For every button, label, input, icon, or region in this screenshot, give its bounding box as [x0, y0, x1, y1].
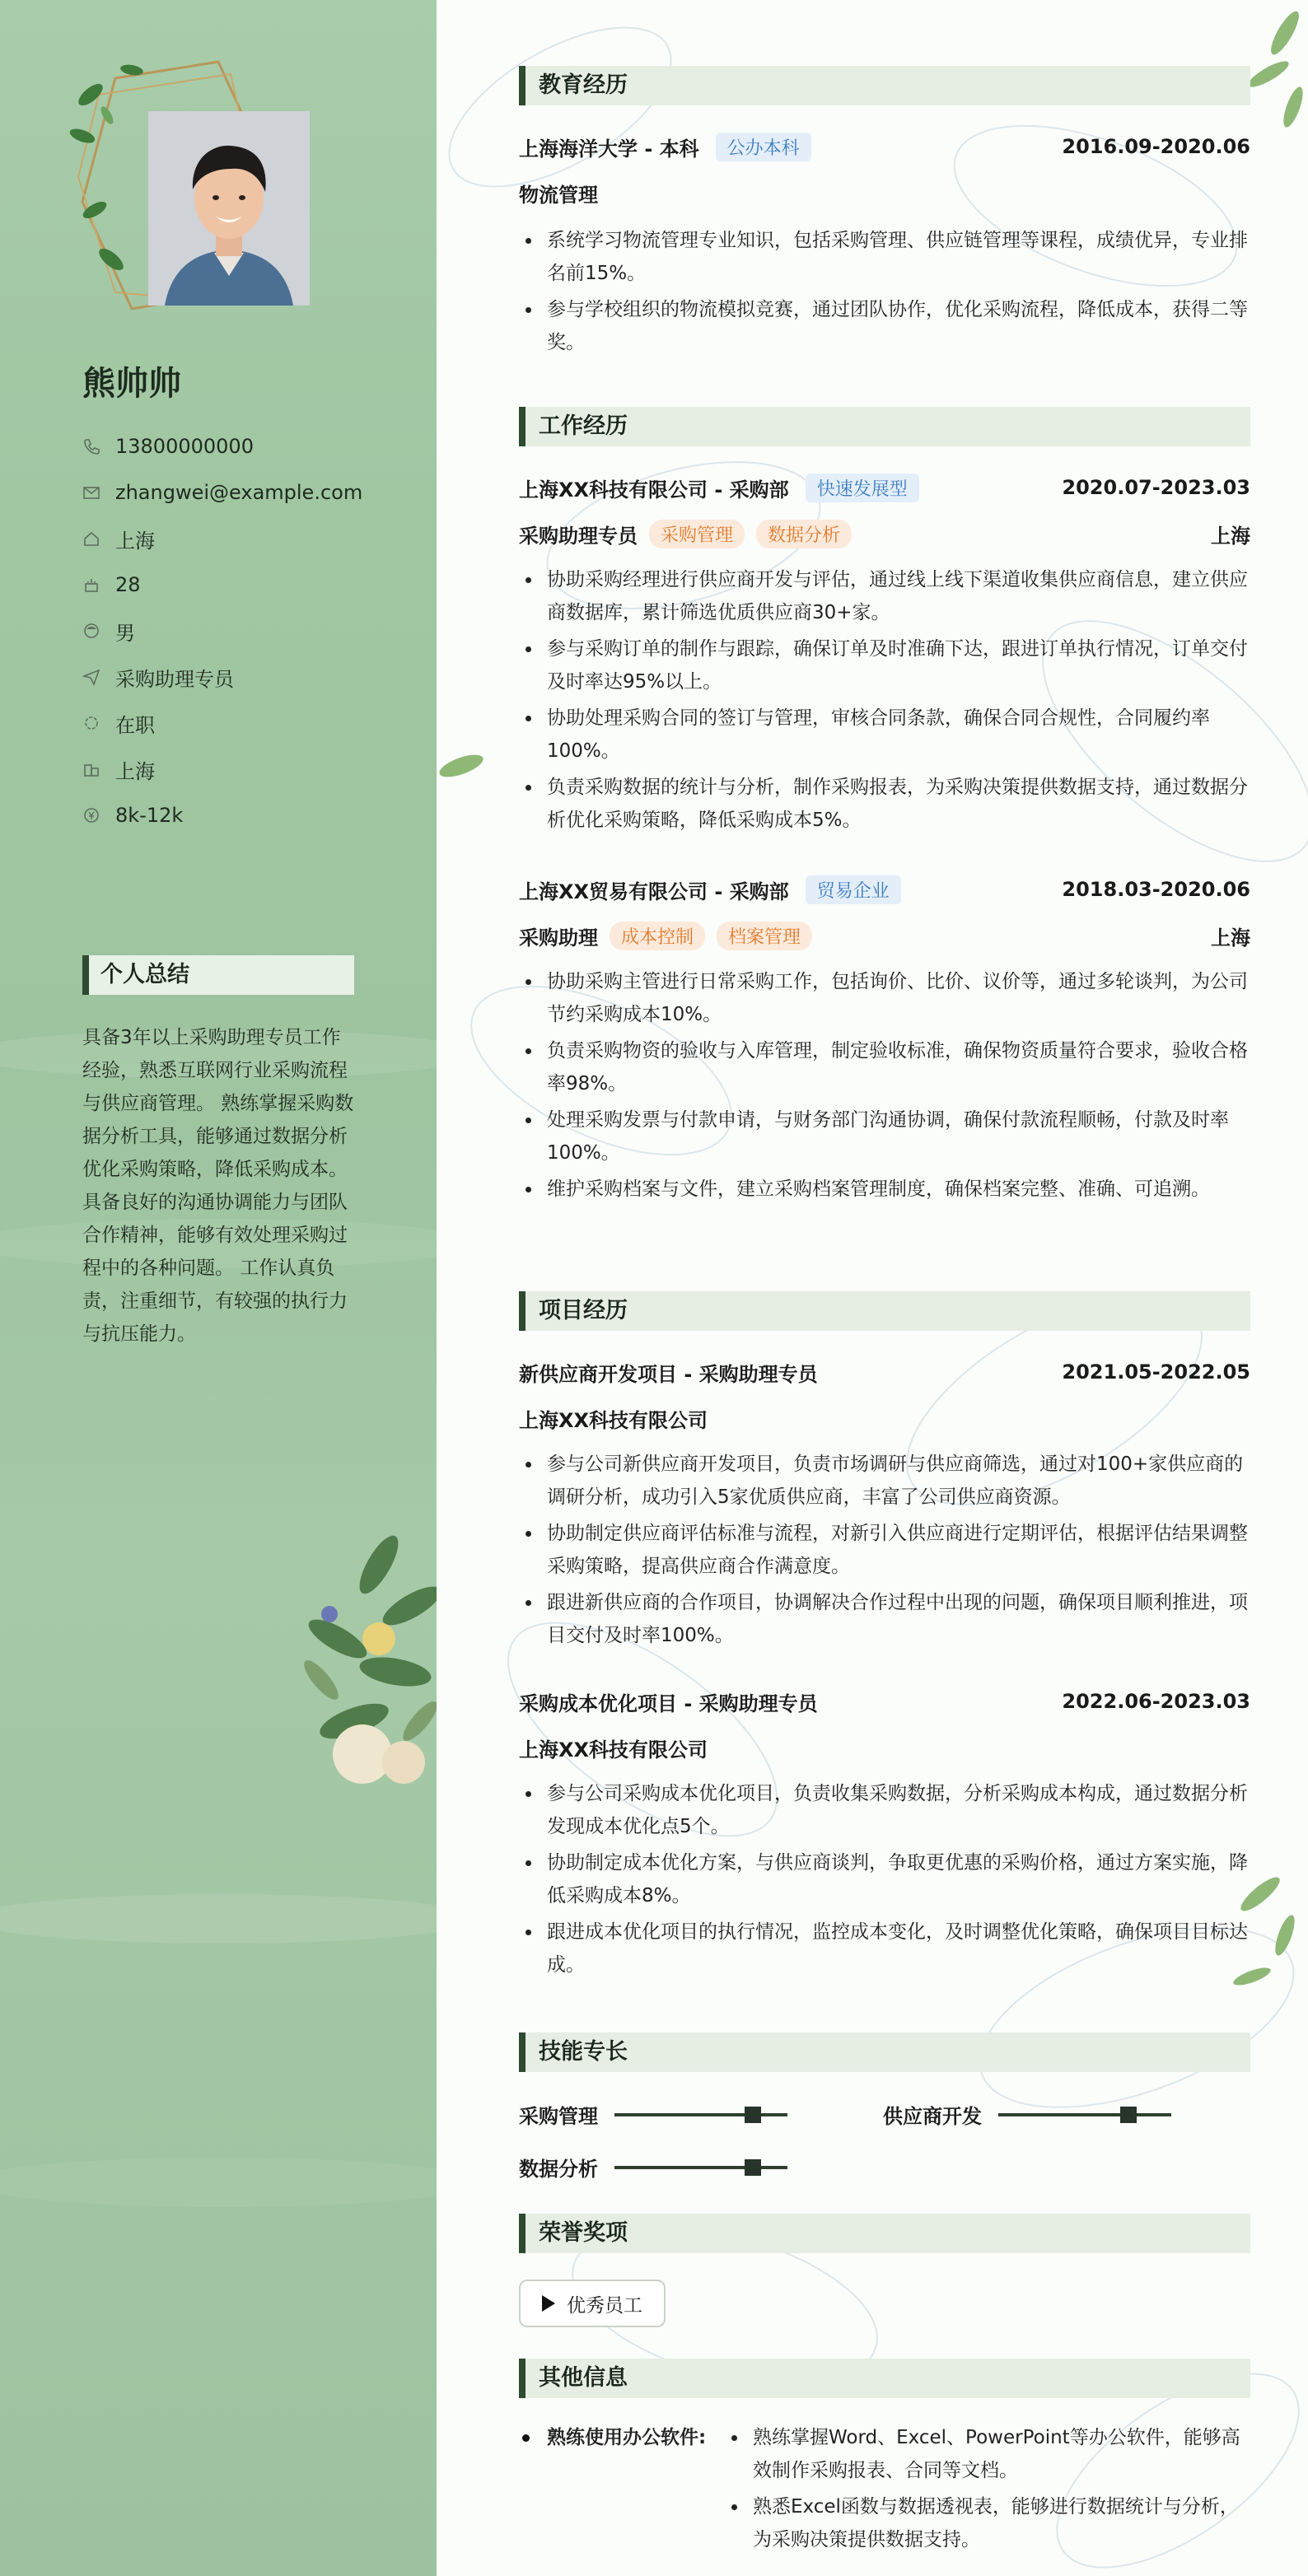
- info-phone: 13800000000: [82, 423, 362, 469]
- education-major: 物流管理: [519, 183, 598, 207]
- list-item: 参与公司采购成本优化项目，负责收集采购数据，分析采购成本构成，通过数据分析发现成本优化点5个。: [519, 1777, 1250, 1843]
- photo-frame: [66, 45, 272, 317]
- skill-level-knob: [745, 2107, 761, 2123]
- project-1-company-row: [519, 1402, 1250, 1435]
- other-bullets: [725, 2421, 1252, 2560]
- skill-item: [519, 2153, 787, 2182]
- list-item: 处理采购发票与付款申请，与财务部门沟通协调，确保付款流程顺畅，付款及时率100%。: [519, 1104, 1250, 1169]
- list-item: 协助采购经理进行供应商开发与评估，通过线上线下渠道收集供应商信息，建立供应商数据库，累计筛选优质供应商30+家。: [519, 563, 1250, 629]
- info-status: 在职: [82, 700, 362, 746]
- job-2-role: 采购助理: [519, 926, 598, 950]
- list-item: 熟悉Excel函数与数据透视表，能够进行数据统计与分析，为采购决策提供数据支持。: [725, 2490, 1252, 2556]
- status-icon: [82, 714, 100, 732]
- skill-level-bar: [998, 2113, 1171, 2116]
- job-1-tag: 快速发展型: [806, 474, 919, 502]
- job-1-header: [519, 471, 1250, 504]
- info-location: 上海: [82, 516, 362, 562]
- project-2-bullets: [519, 1777, 1250, 1985]
- skill-level-bar: [614, 2113, 787, 2116]
- education-date: 2016.09-2020.06: [1062, 135, 1250, 158]
- summary-text: 具备3年以上采购助理专员工作经验，熟悉互联网行业采购流程与供应商管理。 熟练掌握采购数据分析工具，能够通过数据分析优化采购策略，降低采购成本。 具备良好的沟通协调能力与团队合作精神，能够有效处理采购过程中的各种问题。 工作认真负责，注重细节，有较强的执行力与抗压能力。: [82, 1027, 354, 1345]
- project-1-bullets: [519, 1448, 1250, 1655]
- job-2-skill-tag: 成本控制: [610, 922, 705, 950]
- project-2-company-row: [519, 1731, 1250, 1764]
- sidebar-texture: [0, 2158, 437, 2207]
- skill-level-knob: [1120, 2107, 1137, 2123]
- education-major-row: [519, 176, 1250, 209]
- other-section-title: 其他信息: [519, 2359, 1250, 2398]
- skill-level-bar: [614, 2166, 787, 2169]
- job-2-date: 2018.03-2020.06: [1062, 878, 1250, 901]
- skill-item: [519, 2100, 787, 2129]
- job-2-skill-tag: 档案管理: [717, 922, 812, 950]
- skill-name: 采购管理: [519, 2105, 598, 2128]
- projects-section-title: 项目经历: [519, 1291, 1250, 1331]
- list-item: 协助制定成本优化方案，与供应商谈判，争取更优惠的采购价格，通过方案实施，降低采购成本8%。: [519, 1846, 1250, 1912]
- project-2-date: 2022.06-2023.03: [1062, 1690, 1250, 1713]
- home-icon: [82, 530, 100, 548]
- job-1-role: 采购助理专员: [519, 524, 638, 548]
- list-item: 负责采购数据的统计与分析，制作采购报表，为采购决策提供数据支持，通过数据分析优化采购策略，降低采购成本5%。: [519, 771, 1250, 837]
- job-1-skill-tag: 数据分析: [756, 520, 852, 548]
- education-bullets: [519, 224, 1250, 362]
- salary-icon: [82, 806, 100, 824]
- job-2-bullets: [519, 965, 1250, 1209]
- job-2-role-row: [519, 919, 1250, 952]
- list-item: 熟练掌握Word、Excel、PowerPoint等办公软件，能够高效制作采购报表、合同等文档。: [725, 2421, 1252, 2487]
- work-section-title: 工作经历: [519, 407, 1250, 446]
- mail-icon: [82, 483, 100, 502]
- education-school: 上海海洋大学 - 本科: [519, 137, 699, 161]
- list-item: 协助处理采购合同的签订与管理，审核合同条款，确保合同合规性，合同履约率100%。: [519, 702, 1250, 768]
- city-icon: [82, 760, 100, 778]
- job-1-skill-tag: 采购管理: [649, 520, 745, 548]
- list-item: 负责采购物资的验收与入库管理，制定验收标准，确保物资质量符合要求，验收合格率98%。: [519, 1034, 1250, 1100]
- job-2-header: [519, 873, 1250, 906]
- sidebar: [0, 0, 437, 2576]
- skills-section-title: 技能专长: [519, 2032, 1250, 2072]
- job-1-date: 2020.07-2023.03: [1062, 476, 1250, 499]
- info-salary: 8k-12k: [82, 792, 362, 838]
- job-2-company: 上海XX贸易有限公司 - 采购部: [519, 880, 789, 903]
- project-1-name: 新供应商开发项目 - 采购助理专员: [519, 1362, 818, 1386]
- education-tag: 公办本科: [716, 133, 811, 161]
- gender-icon: [82, 622, 100, 640]
- skill-level-knob: [745, 2159, 761, 2176]
- contact-info-list: [82, 423, 362, 838]
- job-2-tag: 贸易企业: [806, 875, 901, 904]
- skill-name: 数据分析: [519, 2158, 598, 2181]
- list-item: 协助制定供应商评估标准与流程，对新引入供应商进行定期评估，根据评估结果调整采购策略，提高供应商合作满意度。: [519, 1517, 1250, 1583]
- project-1-company: 上海XX科技有限公司: [519, 1408, 708, 1432]
- flower-decoration-icon: [288, 1515, 437, 1787]
- project-2-company: 上海XX科技有限公司: [519, 1738, 708, 1762]
- list-item: 参与公司新供应商开发项目，负责市场调研与供应商筛选，通过对100+家供应商的调研分析，成功引入5家优质供应商，丰富了公司供应商资源。: [519, 1448, 1250, 1514]
- award-badge: [519, 2280, 666, 2327]
- job-1-city: 上海: [1211, 524, 1250, 548]
- job-1-role-row: [519, 517, 1250, 550]
- list-item: 维护采购档案与文件，建立采购档案管理制度，确保档案完整、准确、可追溯。: [519, 1173, 1250, 1206]
- phone-icon: [82, 437, 100, 455]
- info-age: 28: [82, 562, 362, 608]
- info-email: zhangwei@example.com: [82, 469, 362, 516]
- job-1-bullets: [519, 563, 1250, 840]
- skill-item: [883, 2100, 1171, 2129]
- project-2-header: [519, 1685, 1250, 1718]
- avatar-icon: [148, 111, 310, 306]
- avatar: [148, 111, 310, 306]
- skill-name: 供应商开发: [883, 2105, 982, 2128]
- award-name: 优秀员工: [567, 2294, 642, 2317]
- education-header: [519, 130, 1250, 163]
- list-item: 协助采购主管进行日常采购工作，包括询价、比价、议价等，通过多轮谈判，为公司节约采购成本10%。: [519, 965, 1250, 1031]
- list-item: 跟进成本优化项目的执行情况，监控成本变化，及时调整优化策略，确保项目目标达成。: [519, 1916, 1250, 1981]
- profile-name: 熊帅帅: [82, 365, 181, 403]
- leaf-background-icon: [437, 0, 1308, 2576]
- job-1-company: 上海XX科技有限公司 - 采购部: [519, 478, 789, 502]
- main-content: [437, 0, 1308, 2576]
- project-2-name: 采购成本优化项目 - 采购助理专员: [519, 1692, 818, 1715]
- info-position: 采购助理专员: [82, 654, 362, 700]
- list-item: 参与学校组织的物流模拟竞赛，通过团队协作，优化采购流程，降低成本，获得二等奖。: [519, 293, 1250, 359]
- list-item: 系统学习物流管理专业知识，包括采购管理、供应链管理等课程，成绩优异，专业排名前15%。: [519, 224, 1250, 290]
- play-icon: [542, 2295, 555, 2312]
- other-label: 熟练使用办公软件:: [519, 2421, 706, 2454]
- list-item: 参与采购订单的制作与跟踪，确保订单及时准确下达，跟进订单执行情况，订单交付及时率达95%以上。: [519, 632, 1250, 698]
- job-2-city: 上海: [1211, 926, 1250, 950]
- summary-title: 个人总结: [82, 955, 354, 995]
- list-item: 跟进新供应商的合作项目，协调解决合作过程中出现的问题，确保项目顺利推进，项目交付及时率100%。: [519, 1586, 1250, 1652]
- send-icon: [82, 668, 100, 686]
- project-1-date: 2021.05-2022.05: [1062, 1360, 1250, 1384]
- age-icon: [82, 576, 100, 594]
- project-1-header: [519, 1356, 1250, 1388]
- education-section-title: 教育经历: [519, 66, 1250, 105]
- awards-section-title: 荣誉奖项: [519, 2214, 1250, 2253]
- info-gender: 男: [82, 608, 362, 654]
- sidebar-texture: [0, 1894, 437, 1944]
- info-city: 上海: [82, 746, 362, 792]
